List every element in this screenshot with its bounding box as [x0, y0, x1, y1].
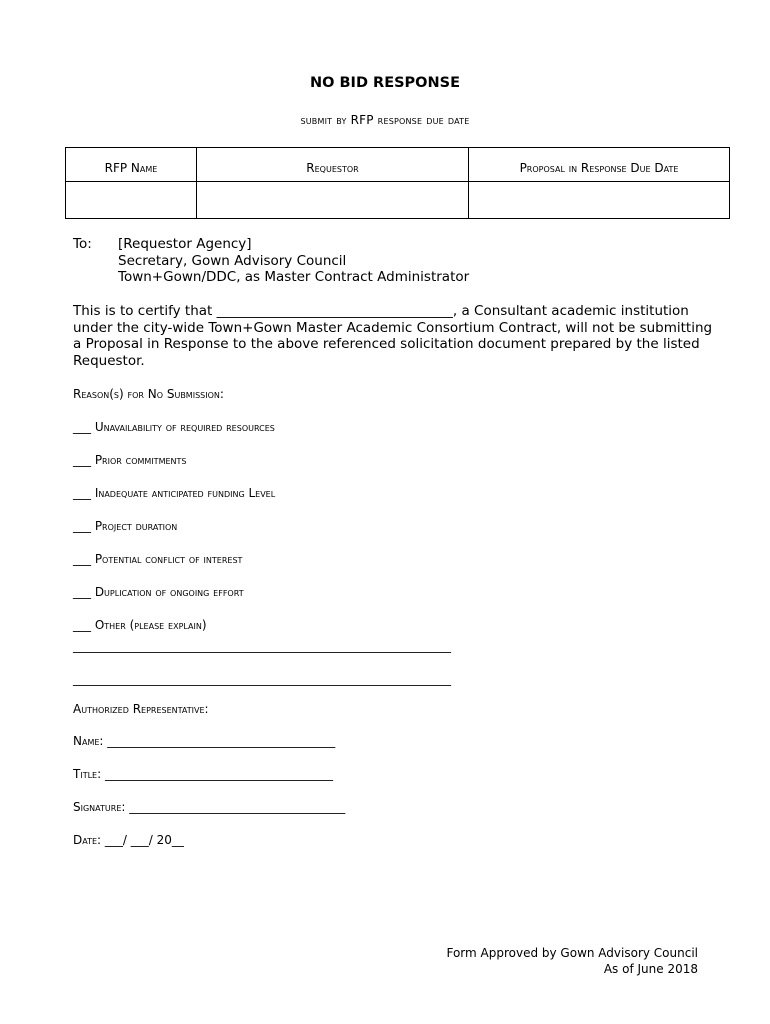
recipient-lines [118, 236, 469, 286]
certification-paragraph: This is to certify that ___________________________________, a Consultant academic institution under the city-wide Town+Gown Master Academic Consortium Contract, will not be submitting a Proposal in Response to the above referenced solicitation document prepared by the listed Requestor. [73, 303, 713, 369]
signature-field[interactable]: Signature: ____________________________________ [73, 800, 346, 814]
reason-option-duplication[interactable]: ___ Duplication of ongoing effort [73, 585, 244, 599]
name-field[interactable]: Name: ______________________________________ [73, 734, 336, 748]
recipient-administrator: Town+Gown/DDC, as Master Contract Administrator [118, 269, 470, 285]
page-title: NO BID RESPONSE [310, 75, 460, 91]
reason-option-other[interactable]: ___ Other (please explain) [73, 618, 207, 632]
reason-option-unavailability[interactable]: ___ Unavailability of required resources [73, 420, 275, 434]
footer-date-line: As of June 2018 [603, 961, 698, 976]
page-subtitle: submit by RFP response due date [300, 113, 470, 127]
reason-option-duration[interactable]: ___ Project duration [73, 519, 178, 533]
reason-option-funding[interactable]: ___ Inadequate anticipated funding Level [73, 486, 276, 500]
recipient-agency: [Requestor Agency] [118, 236, 252, 252]
reason-option-conflict[interactable]: ___ Potential conflict of interest [73, 552, 243, 566]
rfp-info-table [65, 147, 730, 219]
reasons-heading: Reason(s) for No Submission: [73, 387, 224, 401]
column-header-rfp-name: RFP Name [66, 148, 197, 182]
table-header-row [66, 148, 730, 182]
requestor-cell[interactable] [197, 182, 469, 219]
authorized-heading: Authorized Representative: [73, 702, 209, 716]
column-header-requestor: Requestor [197, 148, 469, 182]
reason-option-prior-commitments[interactable]: ___ Prior commitments [73, 453, 187, 467]
footer-approval [446, 946, 698, 977]
to-label: To: [73, 236, 92, 252]
column-header-due-date: Proposal in Response Due Date [469, 148, 730, 182]
due-date-cell[interactable] [469, 182, 730, 219]
footer-approval-line: Form Approved by Gown Advisory Council [446, 946, 698, 960]
rfp-name-cell[interactable] [66, 182, 197, 219]
explain-line-2[interactable]: _______________________________________________________________ [73, 672, 451, 686]
table-row [66, 182, 730, 219]
title-field[interactable]: Title: ______________________________________ [73, 767, 333, 781]
explain-line-1[interactable]: _______________________________________________________________ [73, 639, 451, 653]
recipient-secretary: Secretary, Gown Advisory Council [118, 252, 347, 269]
date-field[interactable]: Date: ___/ ___/ 20__ [73, 833, 184, 847]
